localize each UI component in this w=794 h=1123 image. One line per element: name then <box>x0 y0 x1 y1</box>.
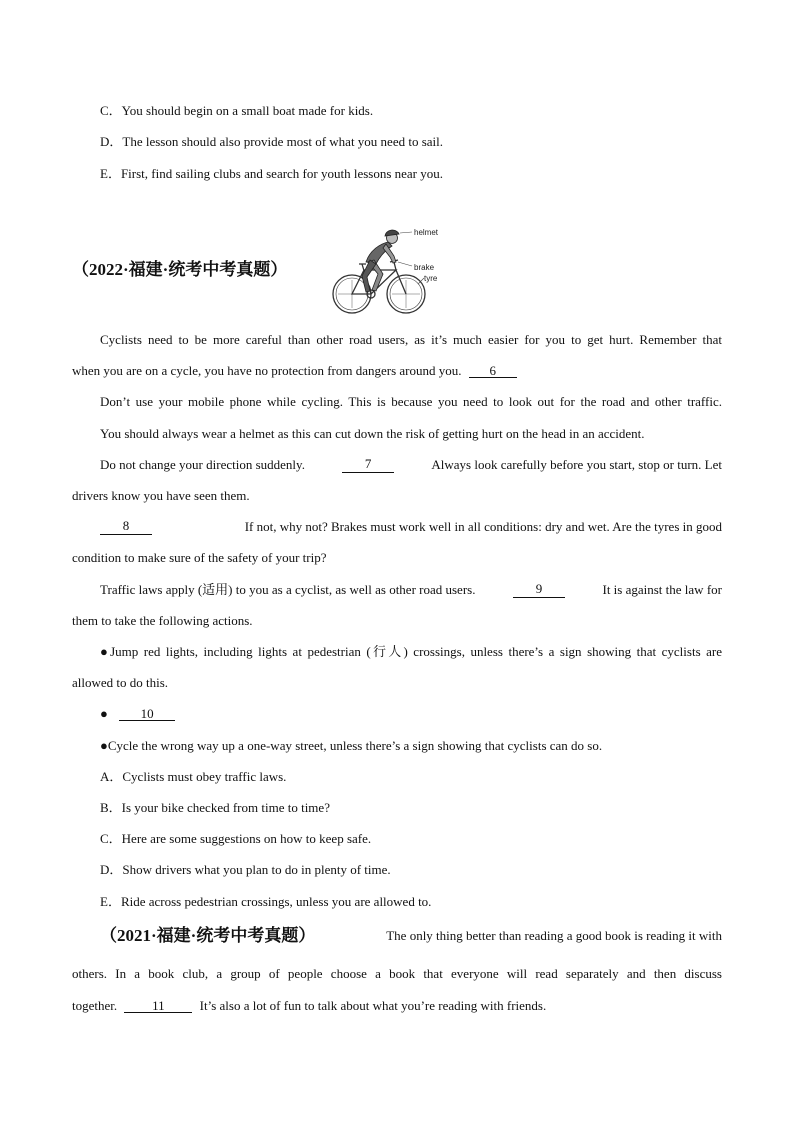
bullet-mark: ● <box>100 706 108 721</box>
paragraph-6-line-2: them to take the following actions. <box>72 613 253 628</box>
option-letter: A． <box>100 769 123 784</box>
option-c-top <box>100 103 373 119</box>
option-e-top <box>100 166 443 182</box>
blank-6[interactable]: 6 <box>469 364 517 378</box>
paragraph-text: If not, why not? Brakes must work well in all conditions: dry and wet. Are the tyres in good <box>244 519 722 534</box>
paragraph-text: It is against the law for <box>602 582 722 597</box>
option-letter: D． <box>100 862 123 877</box>
option-e <box>100 894 431 910</box>
bullet-1-line-1: ●Jump red lights, including lights at pedestrian (行人) crossings, unless there’s a sign showing that cyclists are <box>100 644 722 659</box>
paragraph-5-line-1 <box>100 519 722 535</box>
option-letter: B． <box>100 800 122 815</box>
blank-7[interactable]: 7 <box>342 457 394 473</box>
blank-10[interactable]: 10 <box>119 707 175 721</box>
option-letter: E． <box>100 894 121 909</box>
paragraph-2: Don’t use your mobile phone while cycling. This is because you need to look out for the road and other traffic. <box>100 394 722 409</box>
paragraph-4-line-1 <box>100 457 722 473</box>
paragraph-text: Traffic laws apply (适用) to you as a cyclist, as well as other road users. <box>100 582 476 597</box>
section-2021-heading: （2021·福建·统考中考真题） <box>100 926 316 945</box>
paragraph-5-line-2: condition to make sure of the safety of your trip? <box>72 550 327 565</box>
blank-9[interactable]: 9 <box>513 582 565 598</box>
option-d-top <box>100 134 443 150</box>
section-2021-line-1 <box>100 928 722 944</box>
blank-11[interactable]: 11 <box>124 999 192 1013</box>
bullet-2 <box>100 706 175 722</box>
paragraph-text: Always look carefully before you start, stop or turn. Let <box>431 457 722 472</box>
section-2022-heading: （2022·福建·统考中考真题） <box>72 260 288 279</box>
paragraph-text: It’s also a lot of fun to talk about what you’re reading with friends. <box>199 998 547 1013</box>
option-a <box>100 769 286 785</box>
cyclist-figure <box>326 222 446 314</box>
option-text: Ride across pedestrian crossings, unless you are allowed to. <box>120 894 432 909</box>
option-text: Here are some suggestions on how to keep safe. <box>121 831 372 846</box>
bullet-1-line-2: allowed to do this. <box>72 675 169 690</box>
paragraph-text: when you are on a cycle, you have no protection from dangers around you. <box>72 363 462 378</box>
option-d <box>100 862 391 878</box>
tyre-label: tyre <box>424 274 438 283</box>
option-letter: E． <box>100 166 121 181</box>
paragraph-6-line-1 <box>100 582 722 598</box>
helmet-label: helmet <box>414 228 439 237</box>
paragraph-text: Do not change your direction suddenly. <box>100 457 305 472</box>
blank-8[interactable]: 8 <box>100 519 152 535</box>
paragraph-text: The only thing better than reading a good book is reading it with <box>386 928 722 943</box>
option-text: You should begin on a small boat made for kids. <box>121 103 374 118</box>
section-2021-line-3 <box>72 998 546 1014</box>
option-text: Is your bike checked from time to time? <box>121 800 330 815</box>
option-text: Show drivers what you plan to do in plenty of time. <box>122 862 391 877</box>
paragraph-1-line-2 <box>72 363 517 379</box>
paragraph-1-line-1: Cyclists need to be more careful than other road users, as it’s much easier for you to get hurt. Remember that <box>100 332 722 347</box>
option-c <box>100 831 371 847</box>
option-text: First, find sailing clubs and search for youth lessons near you. <box>120 166 444 181</box>
option-text: Cyclists must obey traffic laws. <box>122 769 287 784</box>
option-b <box>100 800 330 816</box>
option-text: The lesson should also provide most of what you need to sail. <box>122 134 444 149</box>
option-letter: C． <box>100 831 122 846</box>
paragraph-3: You should always wear a helmet as this can cut down the risk of getting hurt on the head in an accident. <box>100 426 645 441</box>
option-letter: C． <box>100 103 122 118</box>
bullet-3: ●Cycle the wrong way up a one-way street, unless there’s a sign showing that cyclists can do so. <box>100 738 603 753</box>
section-2021-line-2: others. In a book club, a group of people choose a book that everyone will read separately and then discuss <box>72 966 722 981</box>
brake-label: brake <box>414 263 435 272</box>
paragraph-4-line-2: drivers know you have seen them. <box>72 488 250 503</box>
paragraph-text: together. <box>72 998 118 1013</box>
option-letter: D． <box>100 134 123 149</box>
